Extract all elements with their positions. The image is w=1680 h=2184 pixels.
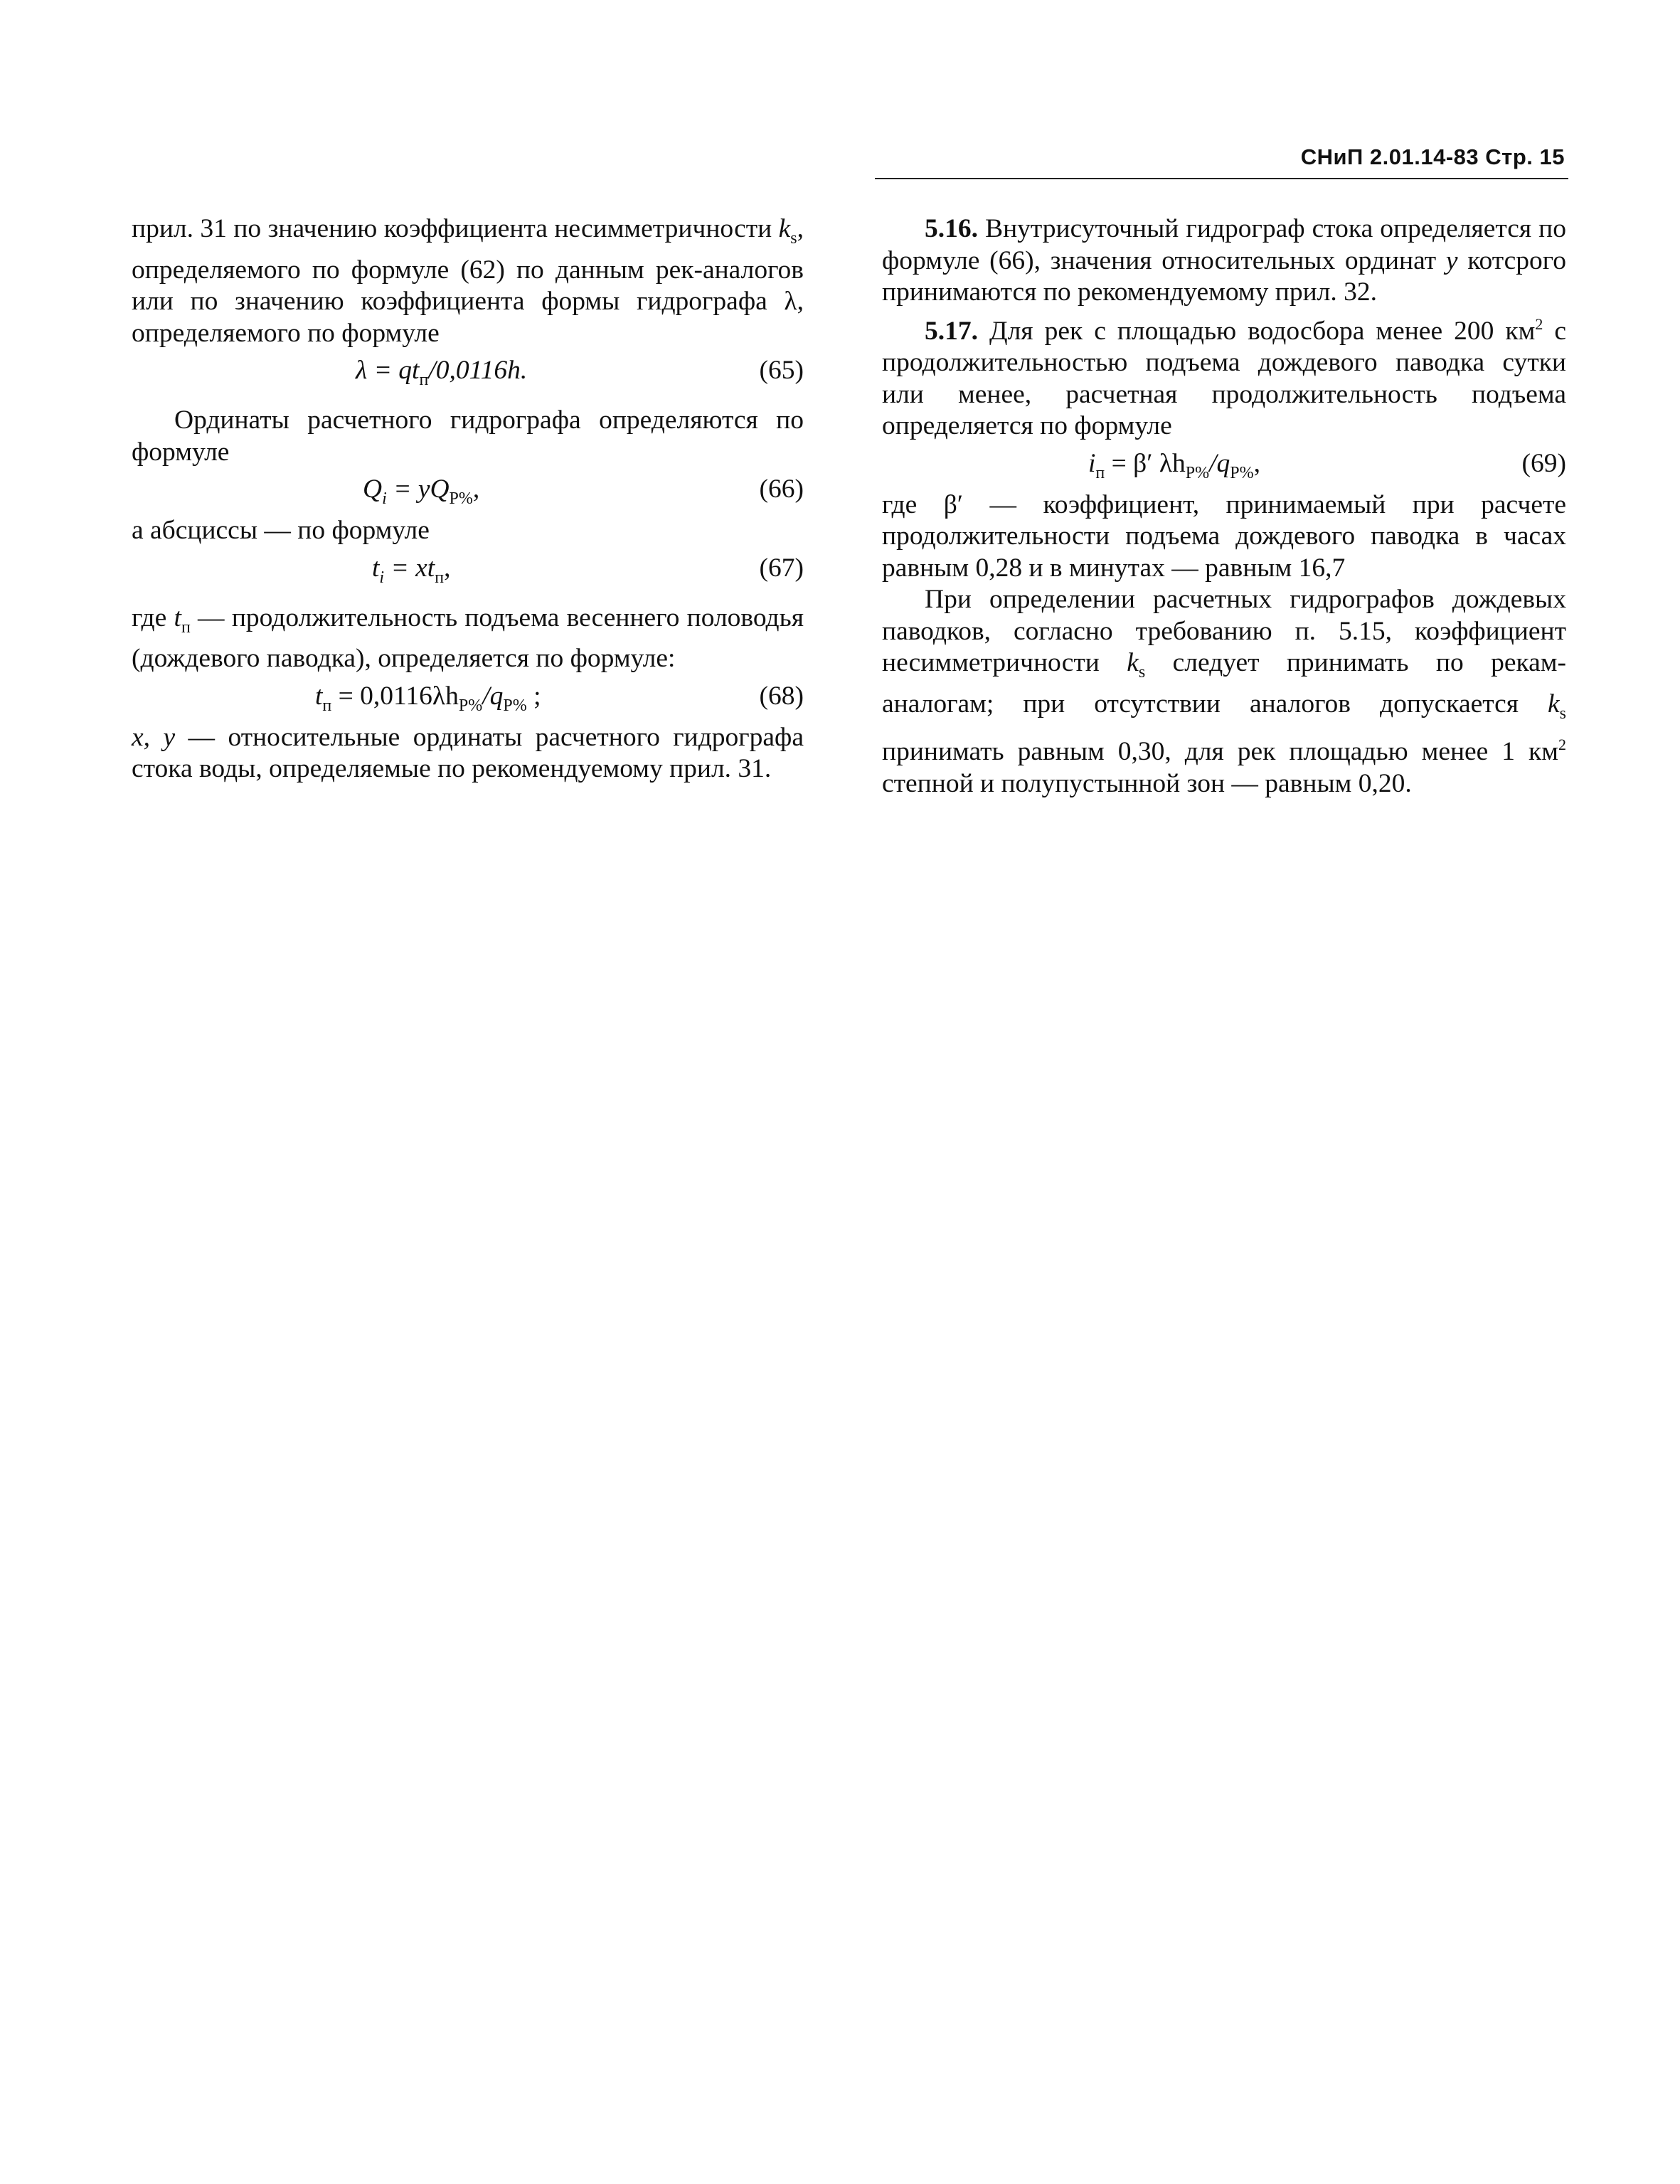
paragraph-continuation bbox=[132, 213, 804, 349]
equation-69 bbox=[882, 442, 1566, 489]
text-run: прил. 31 по значению коэффициента несимметричности bbox=[132, 214, 779, 243]
paragraph: x, y — относительные ординаты расчетного гидрографа стока воды, определяемые по рекомендуемому прил. 31. bbox=[132, 722, 804, 783]
section-number: 5.17. bbox=[925, 316, 978, 346]
header-rule bbox=[875, 178, 1568, 179]
equation-68 bbox=[132, 675, 804, 722]
right-column bbox=[882, 213, 1566, 800]
equation-number: (67) bbox=[759, 553, 804, 583]
paragraph: Ординаты расчетного гидрографа определяются по формуле bbox=[132, 405, 804, 467]
equation-66 bbox=[132, 468, 804, 515]
equation-67 bbox=[132, 547, 804, 594]
section-5-17: 5.17. Для рек с площадью водосбора менее 200 $км^2$ с продолжительностью подъема дождевого паводка сутки или менее, расчетная продолжительность подъема определяется по формуле bbox=[882, 314, 1566, 440]
left-column bbox=[132, 213, 804, 785]
text-run: , определяемого по формуле (62) по данным рек-аналогов или по значению коэффициента формы гидрографа λ, определяемого по формуле bbox=[132, 214, 804, 348]
paragraph: где β′ — коэффициент, принимаемый при расчете продолжительности подъема дождевого паводка в часах равным 0,28 и в минутах — равным 16,7 bbox=[882, 489, 1566, 583]
symbol-ks: k bbox=[778, 214, 791, 243]
section-number: 5.16. bbox=[925, 214, 978, 243]
formula: $t_п = 0,0116\lambda h_{P\%}/q_{P\%}$ ; bbox=[315, 681, 541, 715]
running-header: СНиП 2.01.14-83 Стр. 15 bbox=[1300, 144, 1565, 169]
paragraph: а абсциссы — по формуле bbox=[132, 516, 430, 545]
equation-number: (65) bbox=[759, 356, 804, 385]
equation-number: (69) bbox=[1521, 448, 1566, 478]
formula: $i_п = \beta'$ $\lambda h_{P\%}/q_{P\%}$, bbox=[1088, 448, 1260, 482]
formula: $t_i = xt_п$, bbox=[372, 553, 451, 587]
subscript: s bbox=[790, 229, 797, 248]
paragraph: При определении расчетных гидрографов дождевых паводков, согласно требованию п. 5.15, коэффициент несимметричности $k_s$ следует принимать по рекам-аналогам; при отсутствии аналогов допускается $k_s$ принимать равным 0,30, для рек площадью менее 1 $км^2$ степной и полупустынной зон — равным 0,20. bbox=[882, 585, 1567, 798]
equation-number: (68) bbox=[759, 681, 804, 711]
section-5-16: 5.16. Внутрисуточный гидрограф стока определяется по формуле (66), значения относительных ординат y котсрого принимаются по рекомендуемому прил. 32. bbox=[882, 214, 1566, 307]
formula: $Q_i = yQ_{P\%}$, bbox=[363, 475, 480, 508]
equation-number: (66) bbox=[759, 475, 804, 504]
equation-65 bbox=[132, 349, 804, 396]
formula: $\lambda = qt_п/0,0116h$. bbox=[356, 356, 528, 389]
paragraph: где $t_п$ — продолжительность подъема весеннего половодья (дождевого паводка), определяется по формуле: bbox=[132, 603, 804, 673]
